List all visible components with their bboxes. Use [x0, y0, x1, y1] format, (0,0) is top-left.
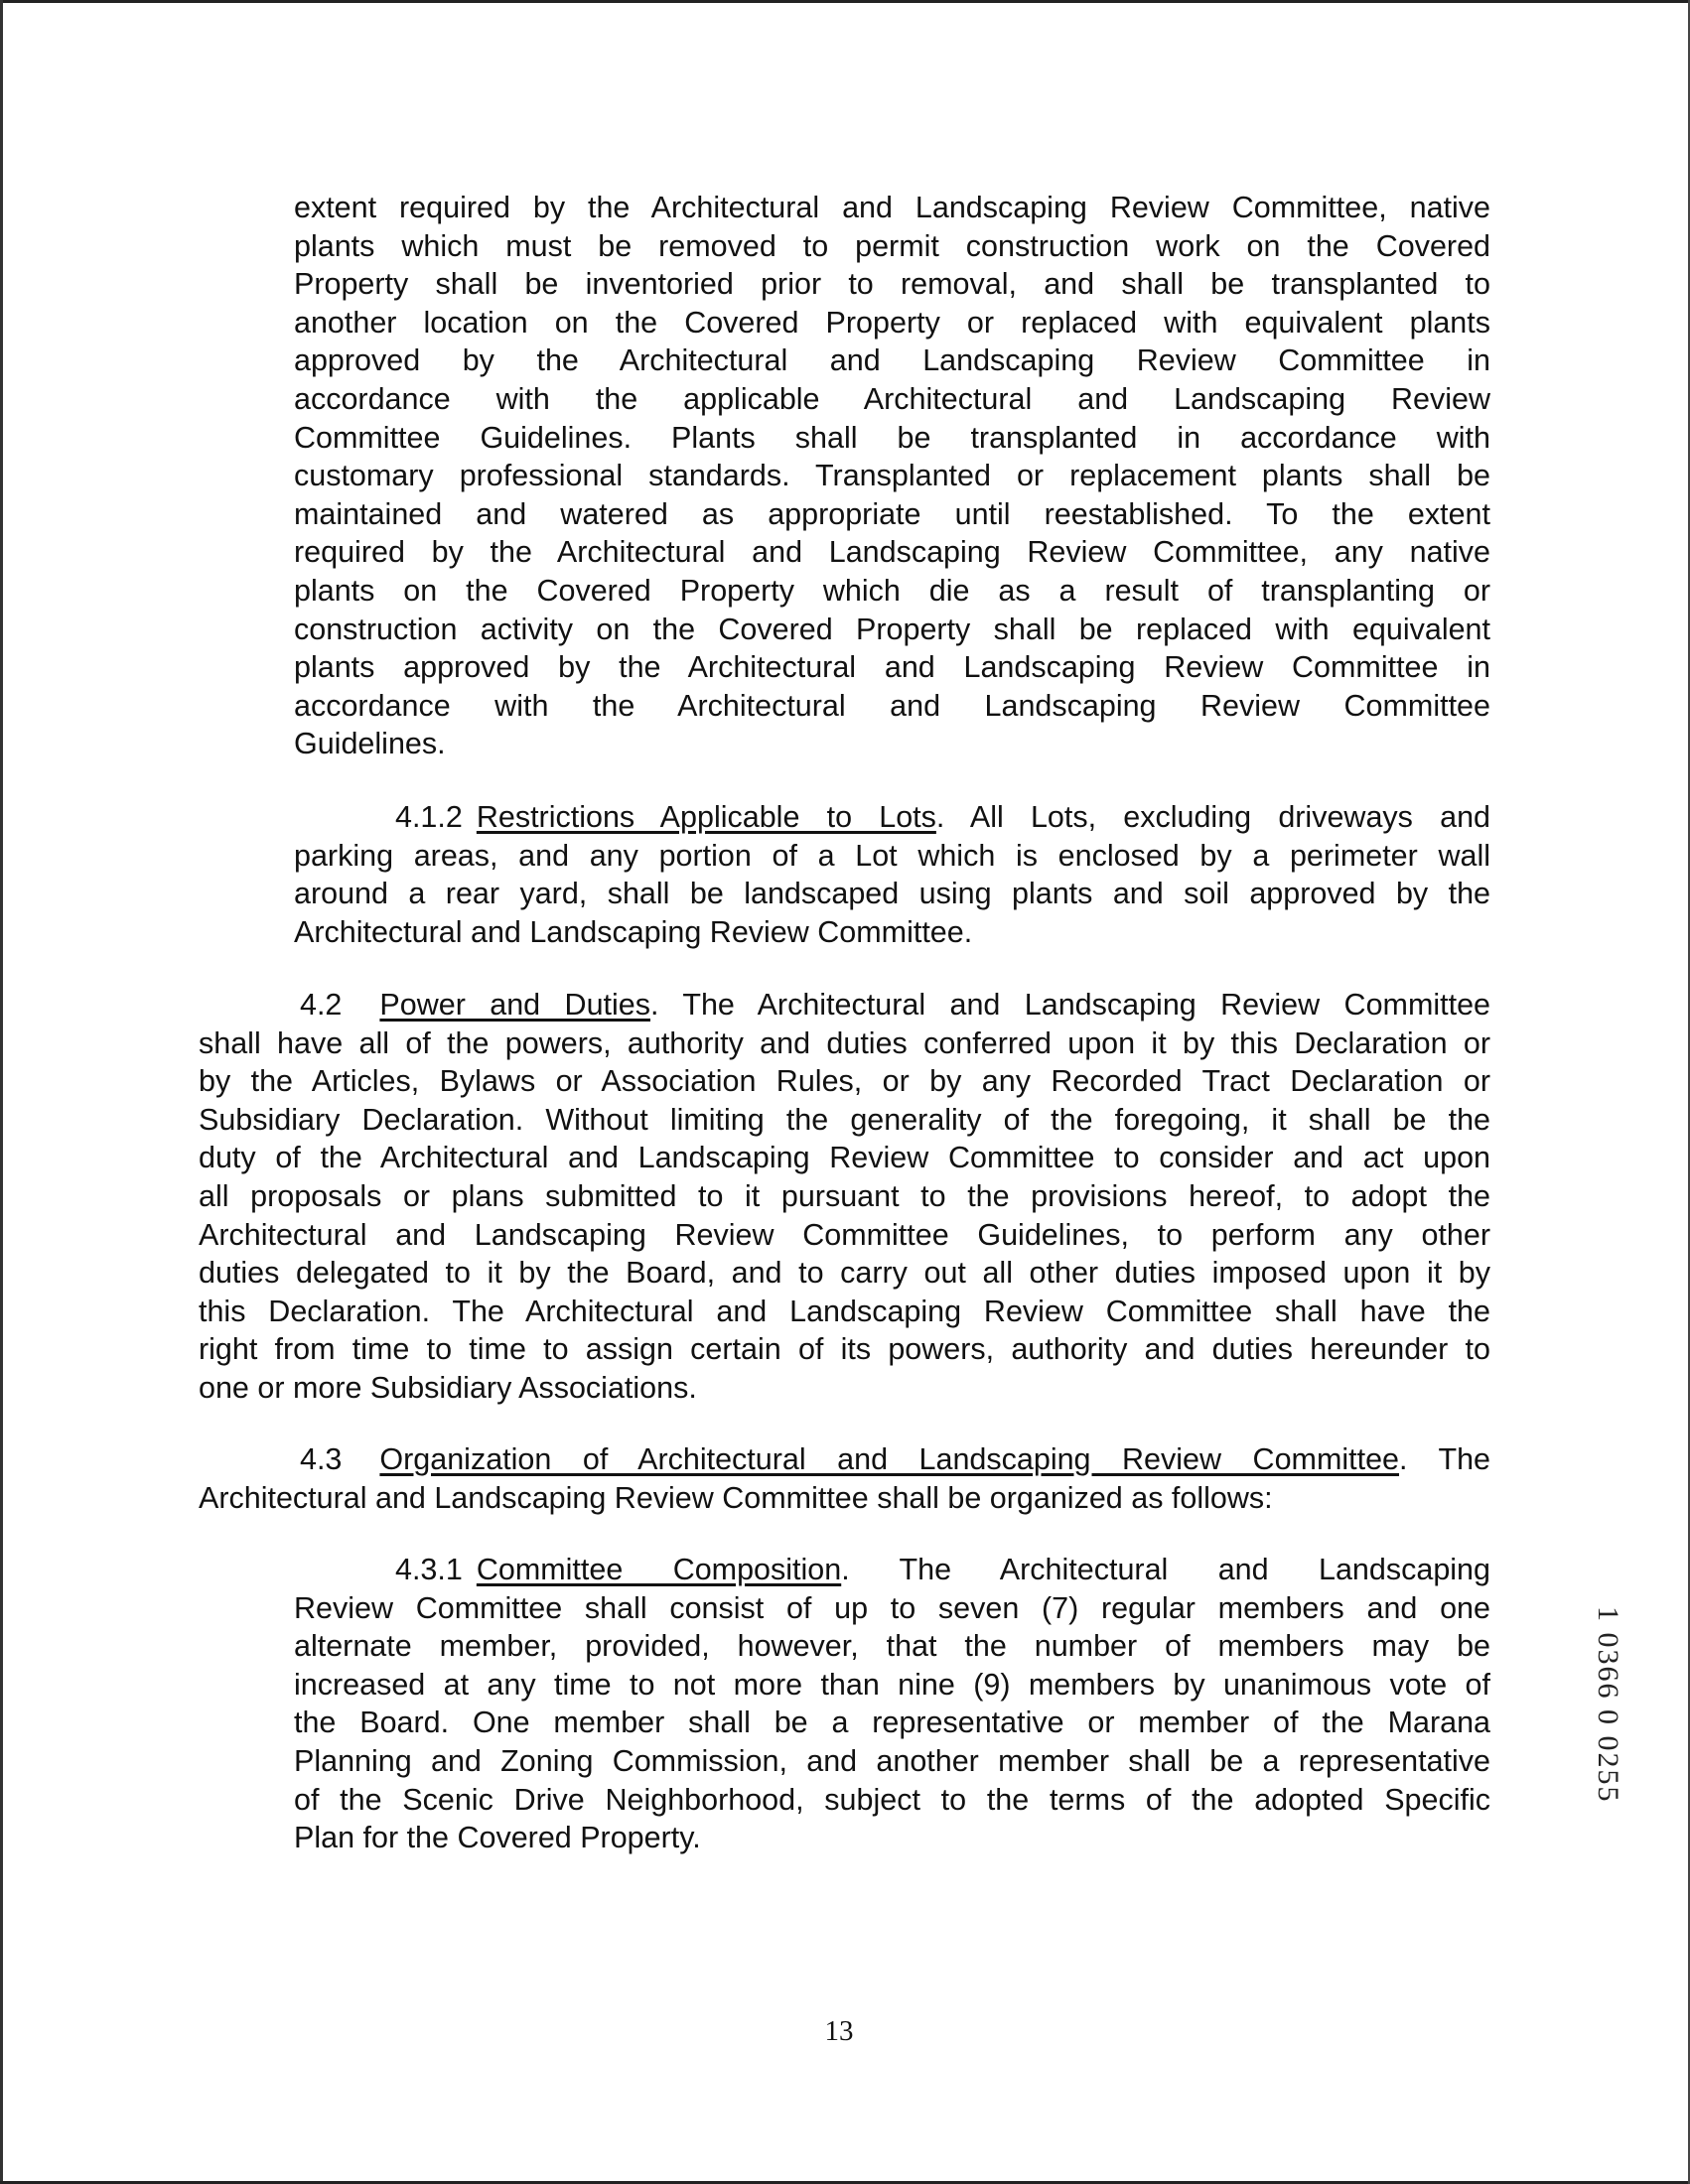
text-line: Committee Guidelines. Plants shall be transplanted in accordance with: [294, 420, 1490, 455]
text-line: right from time to time to assign certain of its powers, authority and duties hereunder to: [199, 1332, 1490, 1367]
text-line: Subsidiary Declaration. Without limiting the generality of the foregoing, it shall be the: [199, 1102, 1490, 1137]
section-4-3-1: [294, 1551, 1490, 1857]
paragraph-native-plants: [294, 189, 1490, 763]
section-heading: Committee Composition: [476, 1553, 842, 1586]
scan-edge-left: [0, 0, 3, 2184]
text-line: extent required by the Architectural and Landscaping Review Committee, native: [294, 191, 1490, 224]
margin-docket-text: 1 0366 0 0255: [1592, 1606, 1624, 1804]
text-line: maintained and watered as appropriate until reestablished. To the extent: [294, 496, 1490, 531]
text-line: alternate member, provided, however, that the number of members may be: [294, 1629, 1490, 1664]
scan-edge-top: [0, 0, 1690, 3]
text-line: Planning and Zoning Commission, and another member shall be a representative: [294, 1743, 1490, 1778]
text-line: plants on the Covered Property which die as a result of transplanting or: [294, 573, 1490, 608]
text-line: accordance with the Architectural and Landscaping Review Committee: [294, 688, 1490, 723]
section-first-line: [199, 986, 1490, 1024]
margin-docket-stamp: [1589, 1606, 1628, 1884]
text-line: customary professional standards. Transplanted or replacement plants shall be: [294, 459, 1490, 493]
section-4-3: [199, 1440, 1490, 1517]
text-line: Architectural and Landscaping Review Committee shall be organized as follows:: [199, 1480, 1273, 1515]
section-heading: Organization of Architectural and Landscaping Review Committee: [379, 1442, 1400, 1476]
text-line: Plan for the Covered Property.: [294, 1821, 701, 1855]
section-4-1-2: [294, 798, 1490, 951]
text-line: another location on the Covered Property or replaced with equivalent plants: [294, 305, 1490, 340]
page-number: 13: [824, 2015, 854, 2047]
text-line: accordance with the applicable Architectural and Landscaping Review: [294, 381, 1490, 416]
section-heading-rest: . The: [1399, 1442, 1491, 1476]
text-line: parking areas, and any portion of a Lot which is enclosed by a perimeter wall: [294, 838, 1490, 873]
text-line: plants which must be removed to permit construction work on the Covered: [294, 228, 1490, 263]
text-line: Architectural and Landscaping Review Committee.: [294, 914, 973, 949]
text-line: required by the Architectural and Landscaping Review Committee, any native: [294, 535, 1490, 570]
section-heading-rest: . The Architectural and Landscaping: [841, 1553, 1490, 1586]
text-line: all proposals or plans submitted to it pursuant to the provisions hereof, to adopt the: [199, 1178, 1490, 1213]
text-line: plants approved by the Architectural and Landscaping Review Committee in: [294, 650, 1490, 685]
section-heading: Restrictions Applicable to Lots: [476, 800, 936, 834]
section-first-line: [294, 1551, 1490, 1589]
text-line: increased at any time to not more than nine (9) members by unanimous vote of: [294, 1667, 1490, 1702]
text-line: construction activity on the Covered Property shall be replaced with equivalent: [294, 612, 1490, 646]
text-line: Review Committee shall consist of up to seven (7) regular members and one: [294, 1590, 1490, 1625]
text-line: by the Articles, Bylaws or Association Rules, or by any Recorded Tract Declaration or: [199, 1064, 1490, 1099]
text-line: this Declaration. The Architectural and Landscaping Review Committee shall have the: [199, 1294, 1490, 1328]
text-line: of the Scenic Drive Neighborhood, subject to the terms of the adopted Specific: [294, 1782, 1490, 1817]
text-line: one or more Subsidiary Associations.: [199, 1370, 697, 1405]
section-heading: Power and Duties: [379, 988, 650, 1022]
text-line: duty of the Architectural and Landscaping Review Committee to consider and act upon: [199, 1141, 1490, 1175]
section-first-line: [294, 798, 1490, 837]
section-heading-rest: . All Lots, excluding driveways and: [935, 800, 1490, 834]
text-line: approved by the Architectural and Landscaping Review Committee in: [294, 343, 1490, 378]
text-line: around a rear yard, shall be landscaped using plants and soil approved by the: [294, 877, 1490, 911]
section-heading-rest: . The Architectural and Landscaping Review Committee: [650, 988, 1490, 1022]
section-number: 4.3.1: [395, 1553, 463, 1586]
section-number: 4.3: [300, 1442, 343, 1476]
section-number: 4.1.2: [395, 800, 463, 834]
text-line: the Board. One member shall be a representative or member of the Marana: [294, 1706, 1490, 1740]
text-line: Architectural and Landscaping Review Committee Guidelines, to perform any other: [199, 1217, 1490, 1252]
text-line: shall have all of the powers, authority and duties conferred upon it by this Declaration or: [199, 1025, 1490, 1060]
section-first-line: [199, 1440, 1490, 1479]
section-number: 4.2: [300, 988, 343, 1022]
text-line: Property shall be inventoried prior to removal, and shall be transplanted to: [294, 267, 1490, 302]
section-4-2: [199, 986, 1490, 1408]
text-line: duties delegated to it by the Board, and to carry out all other duties imposed upon it by: [199, 1256, 1490, 1291]
text-line: Guidelines.: [294, 727, 446, 761]
